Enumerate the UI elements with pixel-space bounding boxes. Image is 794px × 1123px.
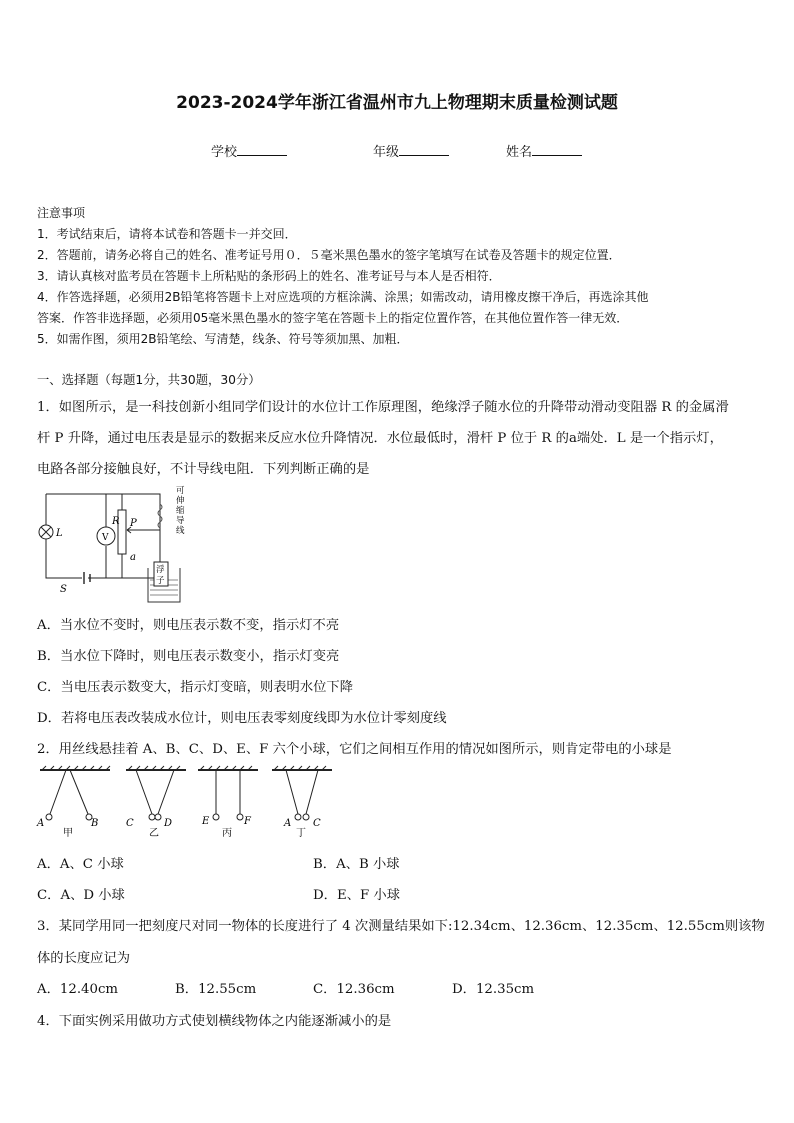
hanging-balls-diagram bbox=[36, 764, 346, 840]
voltmeter-label: V bbox=[102, 533, 109, 543]
question-1-line: 杆 P 升降，通过电压表是显示的数据来反应水位升降情况．水位最低时，滑杆 P 位于 R 的a端处．L 是一个指示灯， bbox=[37, 431, 723, 446]
ball-label: E bbox=[202, 816, 210, 827]
group-name: 丁 bbox=[296, 828, 306, 839]
name-field bbox=[506, 141, 582, 160]
school-label: 学校 bbox=[211, 145, 238, 160]
wire-label: 缩 bbox=[176, 506, 185, 516]
question-3-line: 体的长度应记为 bbox=[37, 951, 131, 966]
question-2-option: C．A、D 小球 bbox=[37, 888, 125, 903]
grade-field bbox=[373, 141, 449, 160]
water-level-circuit-diagram bbox=[36, 484, 196, 604]
float-label: 浮 bbox=[156, 565, 165, 575]
name-label: 姓名 bbox=[506, 145, 533, 160]
ball-label: A bbox=[284, 818, 292, 829]
question-2-option: B．A、B 小球 bbox=[313, 857, 400, 872]
question-3-option: C．12.36cm bbox=[313, 982, 395, 997]
notice-item: 2．答题前，请务必将自己的姓名、准考证号用０．５毫米黑色墨水的签字笔填写在试卷及答题卡的规定位置． bbox=[37, 248, 621, 262]
resistor-label: R bbox=[112, 516, 120, 527]
group-name: 甲 bbox=[63, 828, 73, 839]
question-2-text: 2．用丝线悬挂着 A、B、C、D、E、F 六个小球，它们之间相互作用的情况如图所示，则肯定带电的小球是 bbox=[37, 742, 672, 757]
group-name: 丙 bbox=[222, 828, 232, 839]
wire-label: 线 bbox=[176, 526, 185, 536]
lamp-label: L bbox=[56, 528, 63, 539]
ball-label: C bbox=[126, 818, 134, 829]
ball-label: A bbox=[37, 818, 45, 829]
slider-label: P bbox=[130, 518, 137, 529]
float-label: 子 bbox=[156, 576, 165, 586]
page-title: 2023-2024学年浙江省温州市九上物理期末质量检测试题 bbox=[176, 93, 618, 113]
wire-label: 可 bbox=[176, 486, 185, 496]
question-2-option: D．E、F 小球 bbox=[313, 888, 401, 903]
ball-label: F bbox=[244, 816, 251, 827]
grade-blank bbox=[399, 143, 449, 156]
question-2-option: A．A、C 小球 bbox=[37, 857, 124, 872]
switch-label: S bbox=[60, 584, 67, 595]
grade-label: 年级 bbox=[373, 145, 400, 160]
question-3-option: B．12.55cm bbox=[175, 982, 257, 997]
notice-item: 3．请认真核对监考员在答题卡上所粘贴的条形码上的姓名、准考证号与本人是否相符． bbox=[37, 269, 501, 283]
question-1-option: B．当水位下降时，则电压表示数变小，指示灯变亮 bbox=[37, 649, 340, 664]
question-3-option: A．12.40cm bbox=[37, 982, 119, 997]
end-a-label: a bbox=[130, 552, 136, 563]
question-3-line: 3．某同学用同一把刻度尺对同一物体的长度进行了 4 次测量结果如下:12.34cm、12.36cm、12.35cm、12.55cm则该物 bbox=[37, 919, 765, 934]
question-3-option: D．12.35cm bbox=[452, 982, 535, 997]
ball-label: D bbox=[164, 818, 173, 829]
question-1-option: D．若将电压表改装成水位计，则电压表零刻度线即为水位计零刻度线 bbox=[37, 711, 447, 726]
question-1-line: 1．如图所示，是一科技创新小组同学们设计的水位计工作原理图，绝缘浮子随水位的升降带动滑动变阻器 R 的金属滑 bbox=[37, 400, 729, 415]
notice-item: 1．考试结束后，请将本试卷和答题卡一并交回． bbox=[37, 227, 297, 241]
question-4-text: 4．下面实例采用做功方式使划横线物体之内能逐渐减小的是 bbox=[37, 1014, 392, 1029]
notice-item: 4．作答选择题，必须用2B铅笔将答题卡上对应选项的方框涂满、涂黑；如需改动，请用橡皮擦干净后，再选涂其他 bbox=[37, 290, 649, 304]
question-1-option: A．当水位不变时，则电压表示数不变，指示灯不亮 bbox=[37, 618, 340, 633]
notice-item: 5．如需作图，须用2B铅笔绘、写清楚，线条、符号等须加黑、加粗． bbox=[37, 332, 409, 346]
name-blank bbox=[532, 143, 582, 156]
ball-label: C bbox=[313, 818, 321, 829]
wire-label: 导 bbox=[176, 516, 185, 526]
school-field bbox=[211, 141, 287, 160]
section-heading: 一、选择题（每题1分，共30题，30分） bbox=[37, 373, 261, 387]
notice-heading: 注意事项 bbox=[37, 206, 86, 220]
school-blank bbox=[237, 143, 287, 156]
group-name: 乙 bbox=[149, 828, 159, 839]
ball-label: B bbox=[91, 818, 99, 829]
question-1-option: C．当电压表示数变大，指示灯变暗，则表明水位下降 bbox=[37, 680, 354, 695]
notice-item: 答案．作答非选择题，必须用05毫米黑色墨水的签字笔在答题卡上的指定位置作答，在其他位置作答一律无效． bbox=[37, 311, 629, 325]
question-1-line: 电路各部分接触良好，不计导线电阻．下列判断正确的是 bbox=[37, 462, 370, 477]
wire-label: 伸 bbox=[176, 496, 185, 506]
